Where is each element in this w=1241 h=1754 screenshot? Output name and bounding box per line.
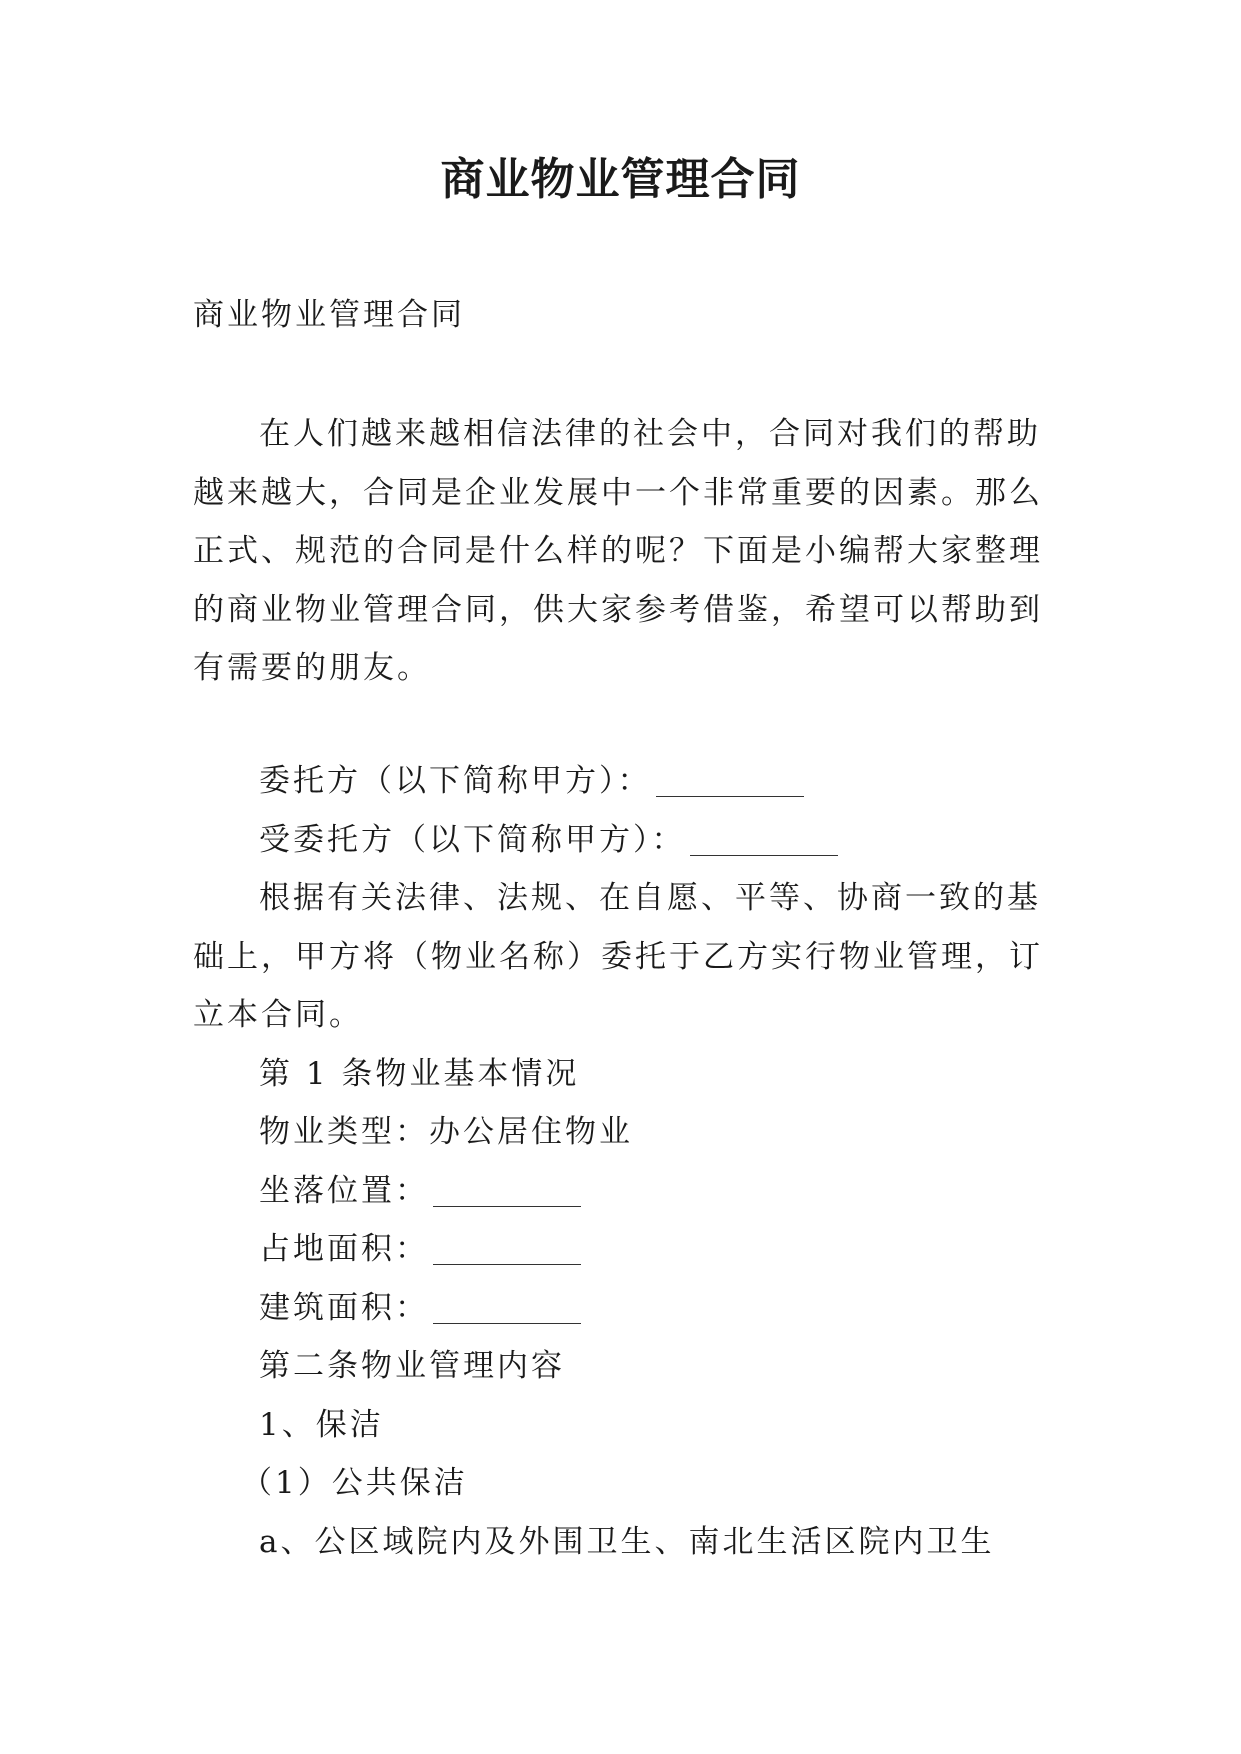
party-a-line xyxy=(193,752,1053,811)
basis-paragraph: 根据有关法律、法规、在自愿、平等、协商一致的基础上，甲方将（物业名称）委托于乙方实行物业管理，订立本合同。 xyxy=(193,880,1043,1033)
document-title: 商业物业管理合同 xyxy=(440,154,801,205)
party-b-line xyxy=(193,811,1053,870)
location-blank xyxy=(433,1206,581,1207)
party-a-label: 委托方（以下简称甲方）： xyxy=(259,763,652,799)
property-type: 物业类型：办公居住物业 xyxy=(259,1114,633,1150)
location-label: 坐落位置： xyxy=(259,1172,429,1209)
party-b-label: 受委托方（以下简称甲方）： xyxy=(259,821,686,858)
location-line xyxy=(193,1162,1053,1221)
land-area-blank xyxy=(433,1264,581,1265)
item-1-1-a: a、公区域院内及外围卫生、南北生活区院内卫生 xyxy=(259,1523,995,1560)
article-2-title: 第二条物业管理内容 xyxy=(259,1348,565,1384)
party-a-blank xyxy=(656,796,804,797)
item-1-1: （1）公共保洁 xyxy=(241,1465,468,1501)
intro-paragraph: 在人们越来越相信法律的社会中，合同对我们的帮助越来越大，合同是企业发展中一个非常重要的因素。那么正式、规范的合同是什么样的呢？下面是小编帮大家整理的商业物业管理合同，供大家参考借鉴，希望可以帮助到有需要的朋友。 xyxy=(193,416,1043,686)
land-area-label: 占地面积： xyxy=(259,1231,429,1267)
building-area-label: 建筑面积： xyxy=(259,1289,429,1326)
item-1: 1、保洁 xyxy=(259,1406,384,1443)
article-1-title: 第 1 条物业基本情况 xyxy=(259,1055,580,1092)
party-b-blank xyxy=(690,855,838,856)
document-subtitle: 商业物业管理合同 xyxy=(193,297,465,333)
building-area-line xyxy=(193,1279,1053,1338)
land-area-line xyxy=(193,1220,1053,1279)
building-area-blank xyxy=(433,1323,581,1324)
contract-clauses xyxy=(193,752,1053,1571)
